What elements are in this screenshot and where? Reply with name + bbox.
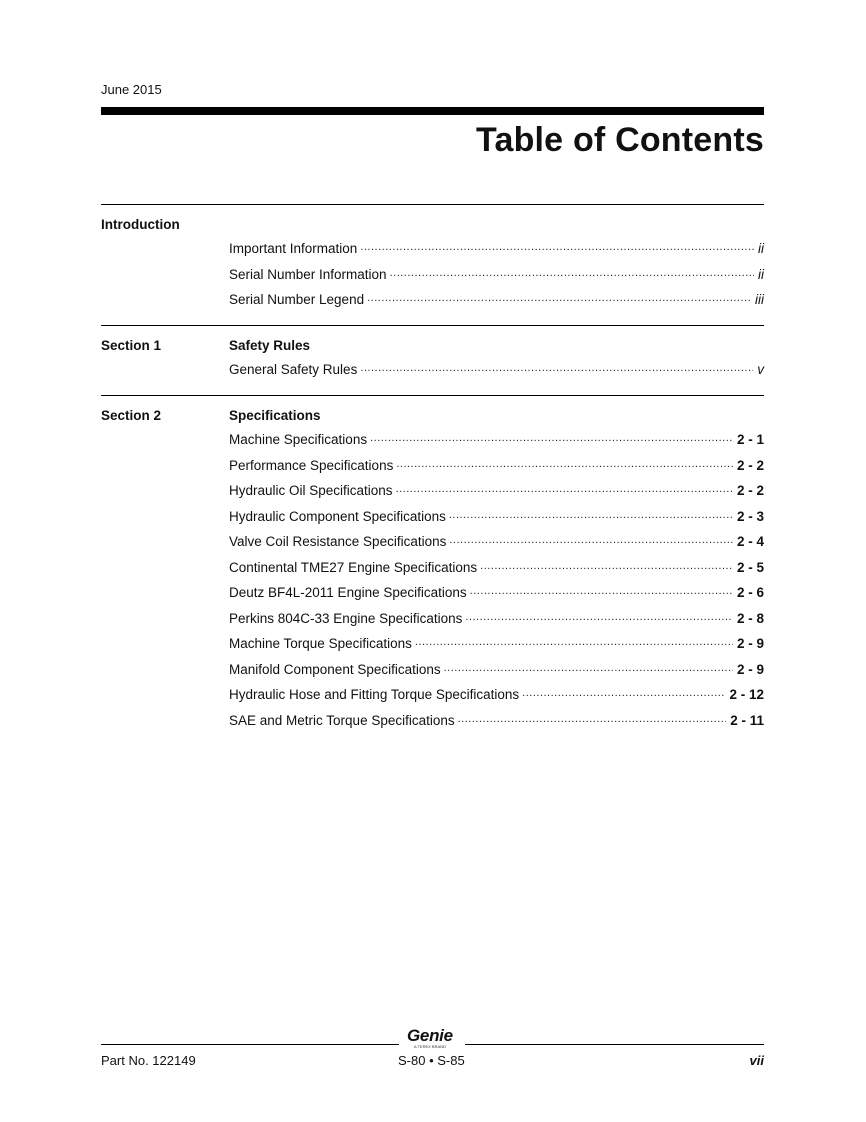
- toc-entry-title: SAE and Metric Torque Specifications: [229, 713, 455, 728]
- section-label: Section 2: [101, 408, 162, 423]
- toc-entry-page: 2 - 8: [736, 611, 764, 626]
- logo-tagline: A TEREX BRAND: [414, 1044, 446, 1049]
- dot-leader: [396, 480, 733, 495]
- toc-entry[interactable]: [229, 636, 764, 654]
- toc-section-introduction: [101, 204, 764, 325]
- dot-leader: [367, 289, 751, 304]
- toc-entry[interactable]: [229, 687, 764, 705]
- toc-entry-page: 2 - 4: [736, 534, 764, 549]
- toc-entry-page: 2 - 2: [736, 458, 764, 473]
- toc-entry[interactable]: [229, 241, 764, 259]
- toc-entry-page: 2 - 6: [736, 585, 764, 600]
- toc-entry[interactable]: [229, 585, 764, 603]
- toc-entry-page: 2 - 1: [736, 432, 764, 447]
- toc-entry-page: 2 - 9: [736, 636, 764, 651]
- toc-entry-title: Serial Number Information: [229, 267, 387, 282]
- dot-leader: [370, 429, 733, 444]
- toc-entry-page: ii: [758, 241, 764, 256]
- toc-entry-page: iii: [755, 292, 764, 307]
- toc-entry-page: 2 - 3: [736, 509, 764, 524]
- dot-leader: [360, 359, 753, 374]
- toc-entry-title: Valve Coil Resistance Specifications: [229, 534, 447, 549]
- section-label: Introduction: [101, 217, 180, 232]
- dot-leader: [390, 264, 754, 279]
- dot-leader: [470, 582, 733, 597]
- toc-entry[interactable]: [229, 292, 764, 310]
- toc-entry-page: 2 - 5: [736, 560, 764, 575]
- section-heading: Safety Rules: [229, 338, 311, 353]
- dot-leader: [449, 531, 733, 546]
- toc-entry-title: Important Information: [229, 241, 358, 256]
- toc-entry-page: 2 - 12: [729, 687, 764, 702]
- toc-entry-title: Perkins 804C-33 Engine Specifications: [229, 611, 463, 626]
- toc-entry-page: ii: [758, 267, 764, 282]
- toc-entry[interactable]: [229, 458, 764, 476]
- dot-leader: [360, 238, 754, 253]
- toc-entry-page: 2 - 11: [730, 713, 764, 728]
- model-label: S-80 • S-85: [398, 1053, 465, 1068]
- toc-entry[interactable]: [229, 483, 764, 501]
- dot-leader: [449, 506, 733, 521]
- toc-entry[interactable]: [229, 267, 764, 285]
- toc-entry-title: Serial Number Legend: [229, 292, 365, 307]
- footer-rule-left: [101, 1044, 399, 1045]
- date-label: June 2015: [101, 82, 162, 97]
- toc-entry-page: v: [757, 362, 764, 377]
- toc-entry[interactable]: [229, 362, 764, 380]
- dot-leader: [415, 633, 733, 648]
- toc-entry[interactable]: [229, 611, 764, 629]
- toc-entry-title: Manifold Component Specifications: [229, 662, 441, 677]
- toc-entry-title: Hydraulic Oil Specifications: [229, 483, 393, 498]
- toc-entry-page: 2 - 2: [736, 483, 764, 498]
- part-number: Part No. 122149: [101, 1053, 196, 1068]
- dot-leader: [396, 455, 733, 470]
- header-rule: [101, 107, 764, 115]
- dot-leader: [465, 608, 733, 623]
- toc-entry-page: 2 - 9: [736, 662, 764, 677]
- toc-entry[interactable]: [229, 713, 764, 731]
- toc-entry[interactable]: [229, 662, 764, 680]
- toc-entry[interactable]: [229, 432, 764, 450]
- toc-entry-title: Performance Specifications: [229, 458, 394, 473]
- genie-logo: Genie: [407, 1026, 453, 1045]
- dot-leader: [444, 659, 733, 674]
- toc-entry[interactable]: [229, 509, 764, 527]
- toc-section-1: [101, 325, 764, 394]
- page-title: Table of Contents: [476, 121, 764, 159]
- toc-entry[interactable]: [229, 560, 764, 578]
- section-heading: Specifications: [229, 408, 321, 423]
- page-number: vii: [749, 1053, 764, 1068]
- dot-leader: [522, 684, 725, 699]
- toc-entry-title: Deutz BF4L-2011 Engine Specifications: [229, 585, 467, 600]
- dot-leader: [480, 557, 733, 572]
- toc-entry-title: Machine Torque Specifications: [229, 636, 412, 651]
- toc-entry-title: Hydraulic Hose and Fitting Torque Specifications: [229, 687, 520, 702]
- toc-entry-title: Machine Specifications: [229, 432, 368, 447]
- section-label: Section 1: [101, 338, 162, 353]
- toc-entry-title: Continental TME27 Engine Specifications: [229, 560, 478, 575]
- dot-leader: [458, 710, 727, 725]
- toc-entry-title: General Safety Rules: [229, 362, 358, 377]
- toc-entry-title: Hydraulic Component Specifications: [229, 509, 446, 524]
- toc-section-2: [101, 395, 764, 736]
- toc-entry[interactable]: [229, 534, 764, 552]
- footer-rule-right: [465, 1044, 764, 1045]
